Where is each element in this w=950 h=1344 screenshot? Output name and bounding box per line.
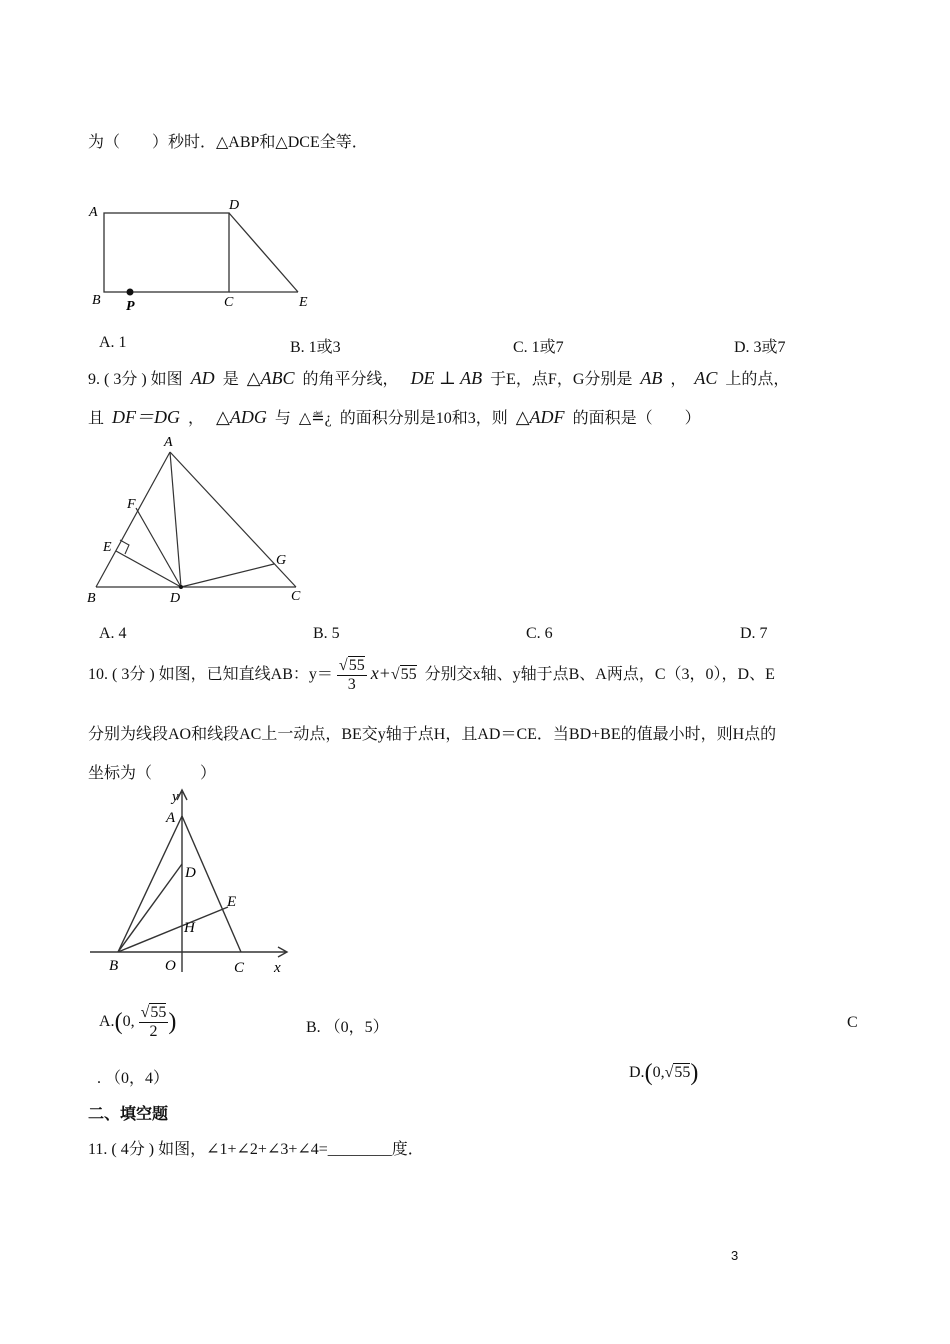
label-d: D [170, 591, 181, 606]
label-d: D [229, 198, 240, 213]
q10-score: ( 3分 ) [112, 666, 155, 684]
q10-option-b: B. （0，5） [306, 1019, 389, 1036]
q8-option-b: B. 1或3 [290, 339, 341, 356]
label-a: A [89, 205, 98, 220]
q9-triangle-adg: △ADG [216, 407, 267, 427]
label-x: x [274, 960, 281, 976]
label-c: C [234, 960, 245, 976]
q9-option-c: C. 6 [526, 625, 553, 642]
label-f: F [127, 497, 136, 512]
point-p-dot [127, 289, 134, 296]
q8-option-a: A. 1 [99, 334, 127, 351]
right-angle-mark [120, 540, 129, 554]
segment-de [229, 213, 298, 292]
point-d-dot [179, 585, 183, 589]
q9-df-eq-dg: DF＝DG [112, 407, 181, 427]
label-e: E [227, 894, 237, 910]
label-e: E [103, 540, 112, 555]
q9-line-1: 9. ( 3分 ) 如图 AD 是 △ABC 的角平分线， DE ⊥ AB 于E，点F，G分别是 AB ， AC 上的点， [88, 368, 790, 388]
q10-intercept-sqrt: 55 [400, 666, 417, 684]
q9-triangle-abc: △ABC [246, 368, 295, 388]
q10-option-c-letter: C [847, 1014, 858, 1031]
q8-question-continuation: 为（ ）秒时．△ABP和△DCE全等． [88, 134, 368, 151]
q10-slope-fraction: $\frac{√55}{3}$ [338, 657, 365, 693]
label-d: D [185, 865, 196, 881]
q10-option-a: A.(0, $\frac{√55}{2}$ ) [99, 1004, 177, 1040]
q9-line-2: 且 DF＝DG ， △ADG 与 △≝¿ 的面积分别是10和3，则 △ADF 的面积是（ ） [88, 407, 701, 427]
q9-option-a: A. 4 [99, 625, 127, 642]
segment-ab [118, 816, 182, 952]
label-b: B [92, 293, 101, 308]
q9-triangle-adf: △ADF [515, 407, 565, 427]
q10-line-1: 10. ( 3分 ) 如图，已知直线AB：y＝ $\frac{√55}{3}$ x+√55 分别交x轴、y轴于点B、A两点，C（3，0），D、E [88, 657, 775, 693]
q11-number: 11. [88, 1141, 108, 1158]
q11-text: 如图，∠1+∠2+∠3+∠4=________度． [158, 1141, 424, 1158]
label-c: C [224, 295, 234, 310]
q9-option-b: B. 5 [313, 625, 340, 642]
label-y: y [172, 789, 179, 805]
q11-score: ( 4分 ) [111, 1141, 155, 1158]
segment-dg [181, 564, 274, 587]
q10-line-2: 分别为线段AO和线段AC上一动点，BE交y轴于点H，且AD＝CE．当BD+BE的值最小时，则H点的 [88, 726, 777, 743]
q10-option-c-value: . （0，4） [97, 1070, 170, 1087]
segment-ad [170, 452, 181, 587]
label-e: E [299, 295, 308, 310]
q9-garbled-symbol: △≝¿ [298, 410, 332, 427]
label-h: H [184, 920, 195, 936]
section-title-fill-in: 二、填空题 [88, 1106, 169, 1123]
q11-line [88, 1136, 424, 1159]
q10-option-d: D.(0,√55) [629, 1060, 699, 1086]
q10-line-3: 坐标为（ ） [88, 765, 217, 782]
label-o: O [165, 958, 176, 974]
label-c: C [291, 589, 301, 604]
label-g: G [276, 553, 287, 568]
page-number: 3 [731, 1248, 739, 1263]
rectangle-abcd [104, 213, 229, 292]
q9-option-d: D. 7 [740, 625, 768, 642]
q8-figure [86, 192, 326, 318]
q8-option-d: D. 3或7 [734, 339, 786, 356]
side-ab [96, 452, 170, 587]
q9-number: 9. [88, 371, 100, 388]
q10-number: 10. [88, 666, 108, 684]
label-b: B [87, 591, 96, 606]
label-a: A [164, 435, 173, 450]
q9-figure [84, 430, 314, 610]
q10-figure [86, 786, 296, 982]
label-a: A [166, 810, 176, 826]
label-b: B [109, 958, 119, 974]
q9-score: ( 3分 ) [104, 371, 147, 388]
label-p: P [126, 299, 135, 314]
q9-de-perp-ab: DE ⊥ AB [410, 368, 483, 388]
q8-option-c: C. 1或7 [513, 339, 564, 356]
q9-ad: AD [190, 368, 215, 388]
